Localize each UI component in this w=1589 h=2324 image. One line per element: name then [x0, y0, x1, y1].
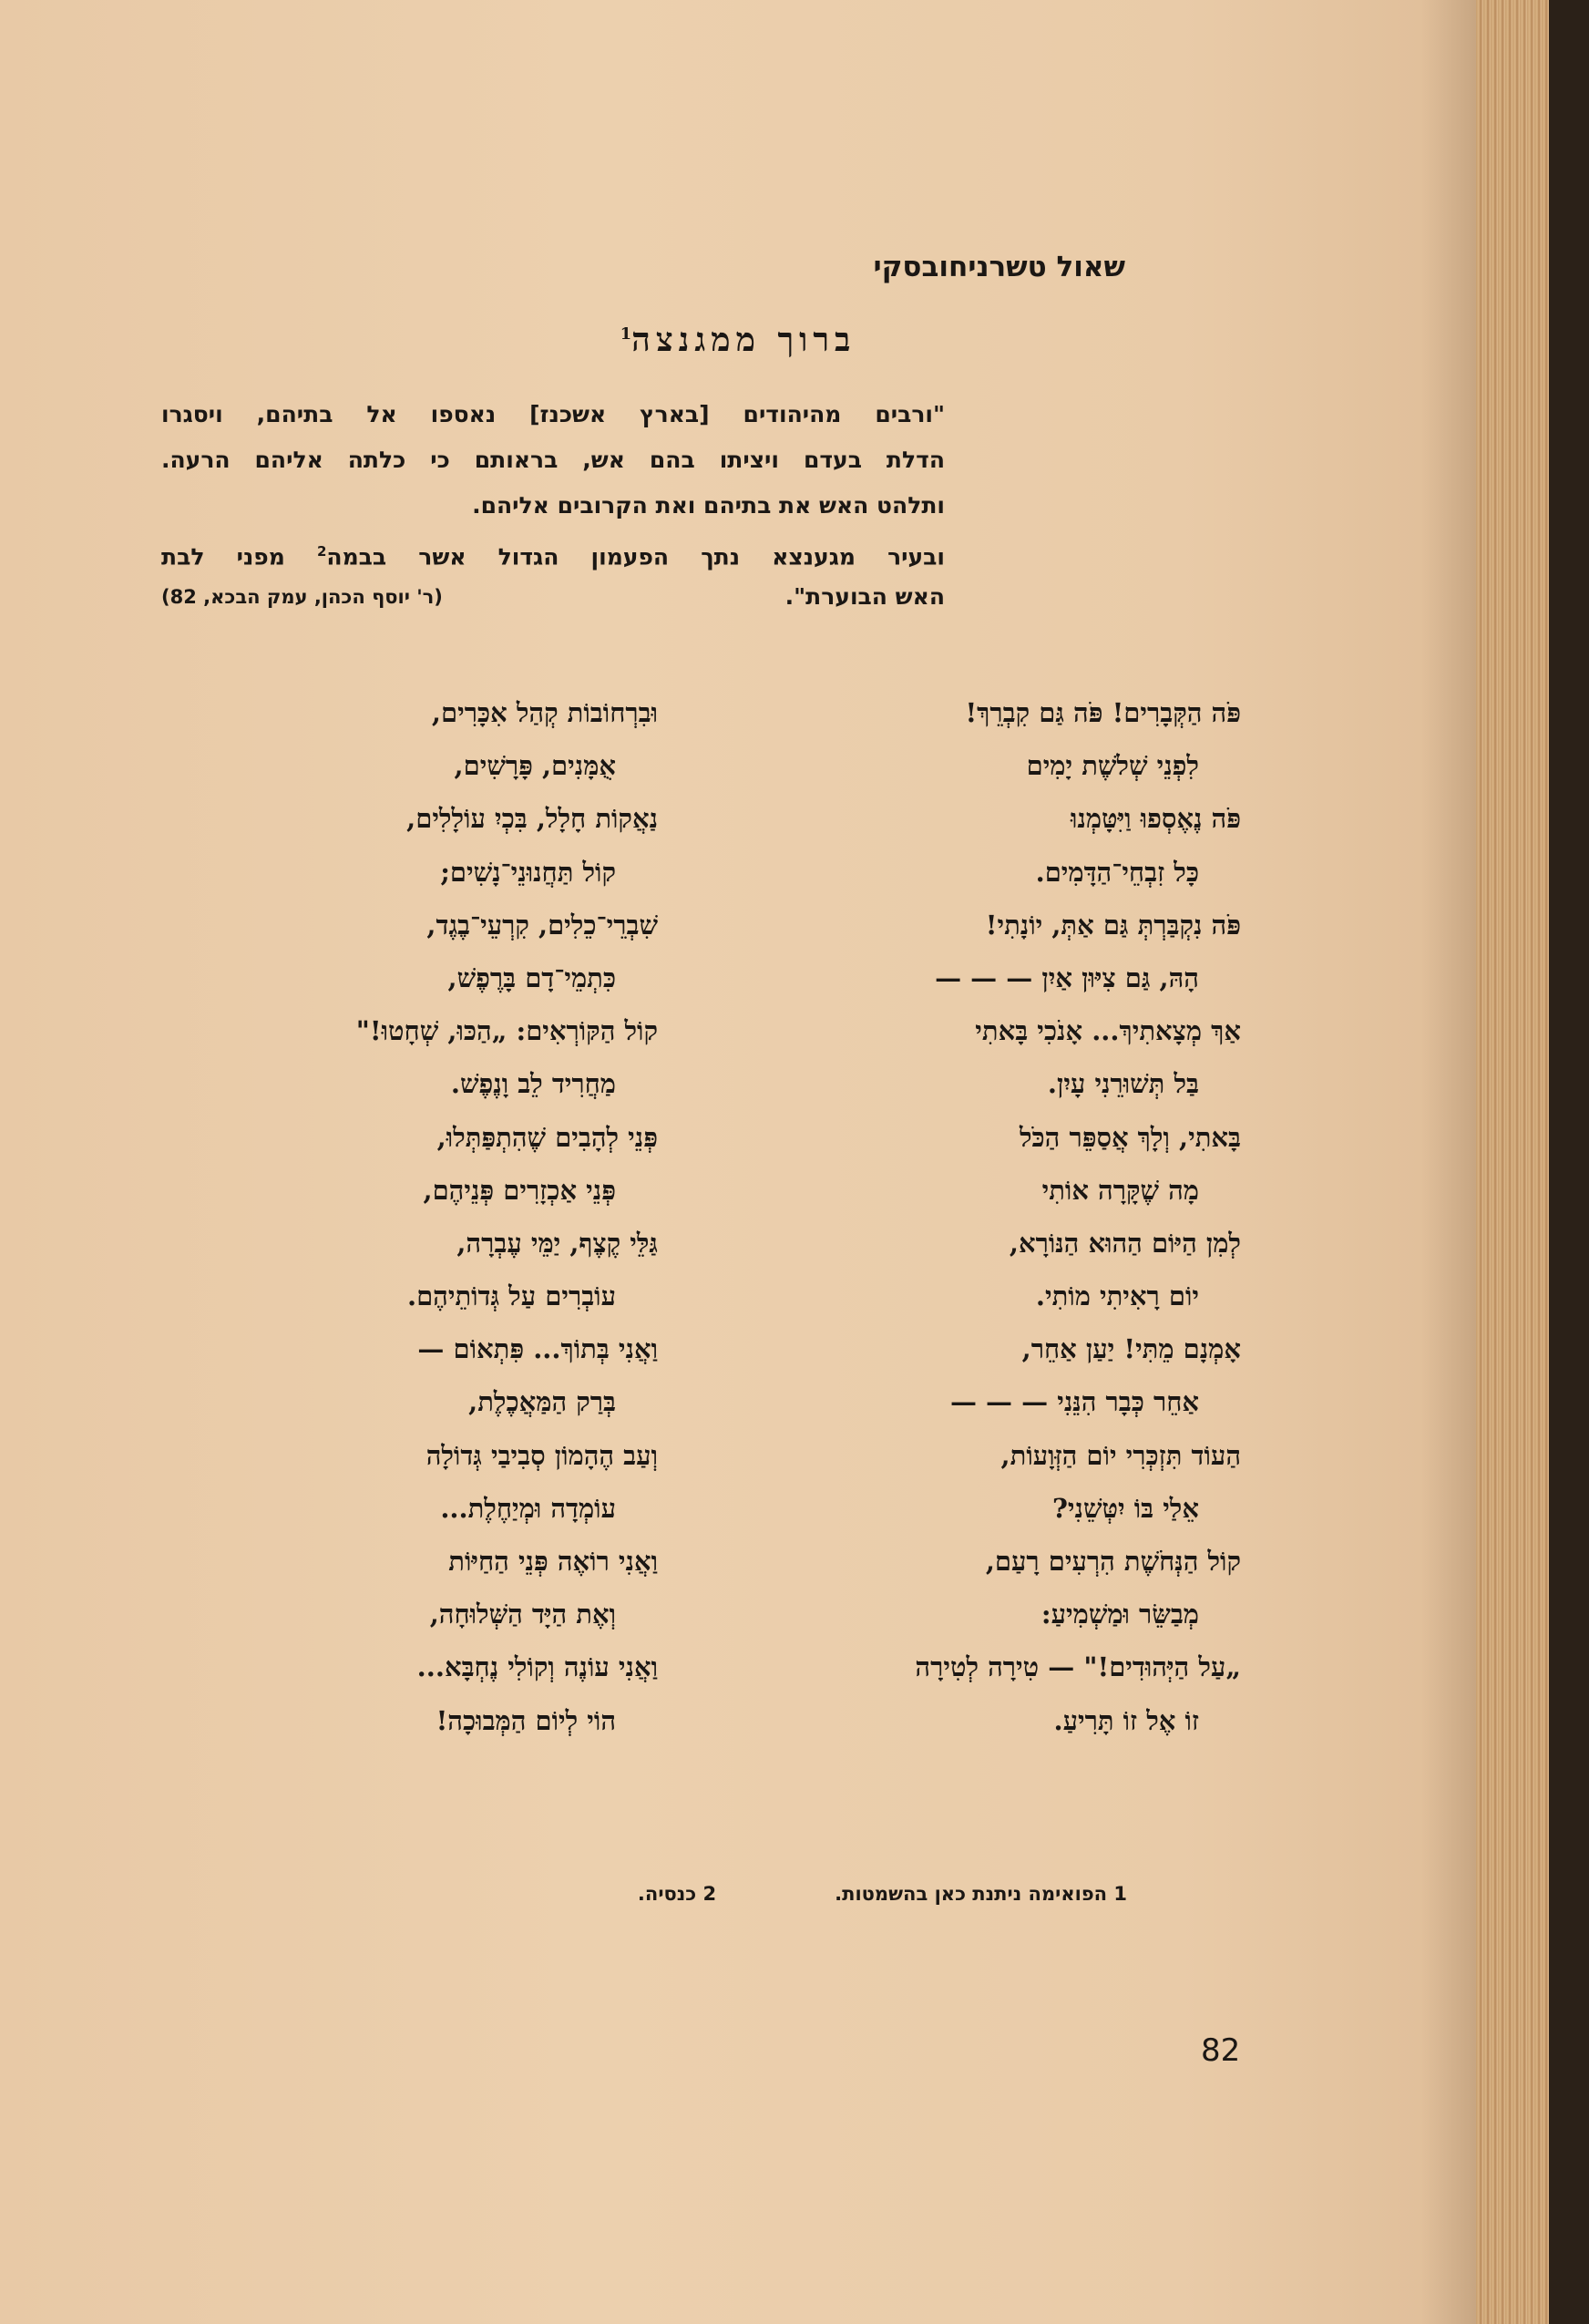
verse-line: לְמִן הַיּוֹם הַהוּא הַנּוֹרָא,: [1009, 1227, 1241, 1259]
poem-title-text: ברוך ממגנצה: [631, 321, 856, 359]
verse-line: וּבִרְחוֹבוֹת קְהַל אִכָּרִים,: [431, 697, 658, 728]
verse-line: פְּנֵי לְהָבִים שֶׁהִתְפַּתְּלוּ,: [436, 1121, 658, 1153]
epigraph: [161, 392, 945, 620]
verse-line: אַחֵר כְּבָר הִנֵּנִי — — —: [949, 1386, 1199, 1418]
verse-line: פְּנֵי אַכְזָרִים פְּנֵיהֶם,: [423, 1174, 616, 1206]
book-edge-shadow: [1549, 0, 1589, 2324]
epigraph-line: הדלת בעדם ויציתו בהם אש, בראותם כי כלתה אליהם הרעה.: [161, 447, 945, 473]
verse-line: וַאֲנִי רוֹאֶה פְּנֵי הַחַיּוֹת: [448, 1546, 658, 1577]
verse-line: פֹּה נִקְבַּרְתְּ גַּם אַתְּ, יוֹנָתִי!: [985, 909, 1241, 941]
verse-line: קוֹל תַּחֲנוּנֵי־נָשִׁים;: [440, 856, 616, 888]
title-footnote-marker: 1: [620, 324, 632, 344]
verse-line: עוֹבְרִים עַל גְּדוֹתֵיהֶם.: [406, 1280, 616, 1312]
verse-line: וַאֲנִי עוֹנֶה וְקוֹלִי נֶחְבָּא...: [416, 1651, 658, 1683]
footnote-1: 1 הפואימה ניתנת כאן בהשמטות.: [835, 1883, 1127, 1905]
epigraph-line4-before: ובעיר מגענצא נתך הפעמון הגדול אשר בבמה: [326, 543, 945, 571]
verse-line: בָּאתִי, וְלָךְ אֲסַפֵּר הַכֹּל: [1019, 1121, 1241, 1153]
verse-line: עוֹמְדָה וּמְיַחֶלֶת...: [440, 1492, 616, 1524]
verse-line: אֻמָּנִים, פָּרָשִׁים,: [454, 750, 616, 782]
verse-line: שִׁבְרֵי־כֵלִים, קִרְעֵי־בֶגֶד,: [426, 909, 658, 941]
verse-line: בַּל תְּשׁוּרֵנִי עָיִן.: [1047, 1068, 1199, 1100]
verse-line: הַעוֹד תִּזְכְּרִי יוֹם הַזְּוָעוֹת,: [1000, 1439, 1241, 1471]
poem-column-right: [858, 686, 1241, 1747]
epigraph-line: ותלהט האש את בתיהם ואת הקרובים אליהם.: [472, 492, 945, 519]
footnotes: [638, 1883, 1127, 1905]
verse-line: אֵלַי בּוֹ יִטְּשֵׁנִי?: [1051, 1492, 1199, 1524]
verse-line: קוֹל הַקּוֹרְאִים: „הַכּוּ, שְׁחָטוּ!": [355, 1015, 658, 1047]
verse-line: אַךְ מְצָאתִיךְ... אָנֹכִי בָּאתִי: [975, 1015, 1241, 1047]
epigraph-line: [161, 529, 945, 574]
verse-line: מַחֲרִיד לֵב וָנֶפֶשׁ.: [450, 1068, 616, 1100]
epigraph-footnote-marker: 2: [316, 543, 327, 560]
epigraph-line4-after: מפני לבת: [161, 543, 317, 571]
verse-line: נַאֲקוֹת חָלָל, בִּכְיִ עוֹלָלִים,: [406, 803, 658, 835]
footnote-2: 2 כנסיה.: [637, 1883, 717, 1905]
verse-line: פֹּה נֶאֶסְפוּ וַיִּטָּמְנוּ: [1071, 803, 1241, 835]
author-name: שאול טשרניחובסקי: [873, 251, 1125, 283]
verse-line: כָּל זִבְחֵי־הַדָּמִים.: [1035, 856, 1199, 888]
page-number: 82: [1201, 2032, 1241, 2069]
verse-line: לִפְנֵי שְׁלשֶׁת יָמִים: [1026, 750, 1199, 782]
verse-line: וְאֶת הַיָּד הַשְּׁלוּחָה,: [429, 1599, 616, 1630]
verse-line: מְבַשֵּׂר וּמַשְׁמִיעַ:: [1041, 1599, 1199, 1630]
epigraph-line: [161, 574, 945, 620]
epigraph-line5: האש הבוערת".: [784, 583, 945, 610]
epigraph-source: (ר' יוסף הכהן, עמק הבכא, 82): [161, 586, 443, 608]
verse-line: הוֹי לְיוֹם הַמְּבוּכָה!: [436, 1704, 616, 1736]
verse-line: פֹּה הַקְּבָרִים! פֹּה גַּם קִבְרֵךְ!: [965, 697, 1241, 728]
verse-line: קוֹל הַנְּחֹשֶׁת הִרְעִים רָעַם,: [985, 1546, 1241, 1577]
verse-line: אָמְנָם מֵתִּי! יַעַן אַחֵר,: [1021, 1333, 1241, 1365]
epigraph-line: "ורבים מהיהודים [בארץ אשכנז] נאספו אל בתיהם, ויסגרו: [161, 401, 945, 427]
verse-line: זוֹ אֶל זוֹ תָּרִיעַ.: [1053, 1704, 1199, 1736]
poem-column-left: [275, 686, 658, 1747]
verse-line: הָהּ, גַּם צִיּוּן אַיִן — — —: [935, 961, 1199, 993]
verse-line: מָה שֶׁקָּרָה אוֹתִי: [1041, 1174, 1199, 1206]
verse-line: יוֹם רָאִיתִי מוֹתִי.: [1035, 1280, 1199, 1312]
verse-line: כִּתְמֵי־דָם בָּרֶפֶשׁ,: [447, 961, 616, 993]
verse-line: גַּלֵּי קֶצֶף, יַמֵּי עֶבְרָה,: [456, 1227, 658, 1259]
verse-line: וְעַב הֶהָמוֹן סְבִיבַי גְּדוֹלָה: [425, 1439, 658, 1471]
verse-line: בְּרַק הַמַּאֲכֶלֶת,: [468, 1386, 616, 1418]
verse-line: וַאֲנִי בְּתוֹךְ... פִּתְאוֹם —: [417, 1333, 658, 1365]
verse-line: „עַל הַיְּהוּדִים!" — טִירָה לְטִירָה: [915, 1651, 1241, 1683]
poem-title: [0, 321, 1476, 359]
